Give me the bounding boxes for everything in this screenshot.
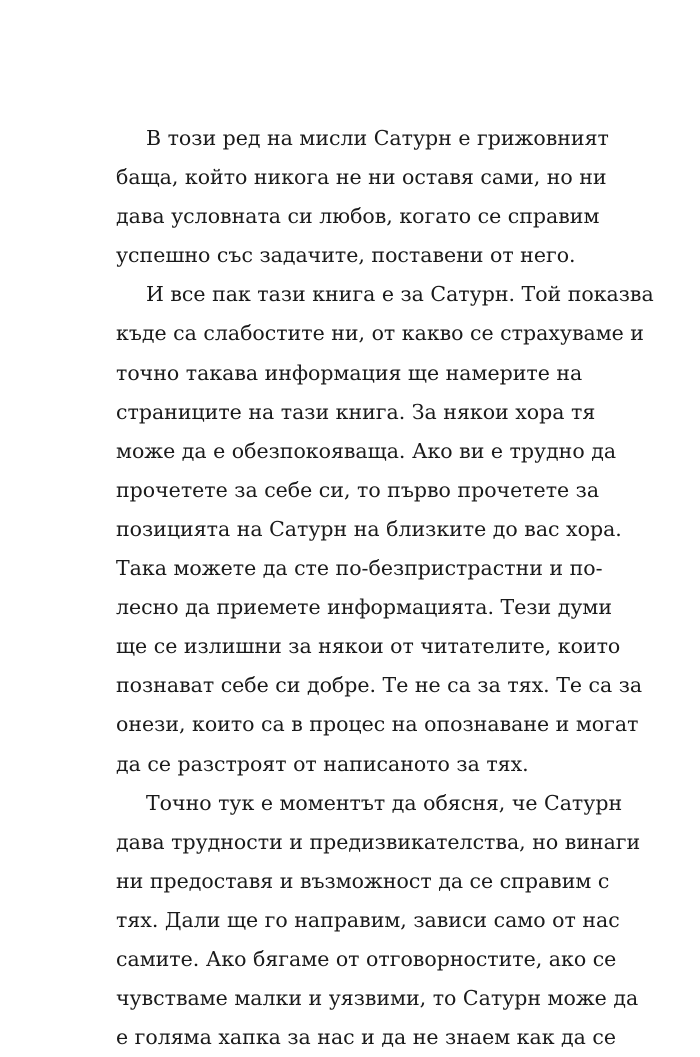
paragraph-1-line-1: В този ред на мисли Сатурн е грижовният xyxy=(146,126,609,150)
paragraph-1-line-4: успешно със задачите, поставени от него. xyxy=(116,243,576,268)
paragraph-3-line-2: дава трудности и предизвикателства, но винаги xyxy=(116,829,641,854)
paragraph-2-line-4: страниците на тази книга. За някои хора тя xyxy=(116,399,596,424)
paragraph-3-line-5: самите. Ако бягаме от отговорностите, ако се xyxy=(116,946,617,971)
paragraph-2-line-12: онези, които са в процес на опознаване и могат xyxy=(116,712,639,737)
paragraph-2-line-7: позицията на Сатурн на близките до вас хора. xyxy=(116,516,622,541)
paragraph-2-line-11: познават себе си добре. Те не са за тях. Те са за xyxy=(116,673,643,698)
paragraph-2-line-10: ще се излишни за някои от читателите, които xyxy=(116,634,621,659)
paragraph-2-line-9: лесно да приемете информацията. Тези думи xyxy=(116,595,613,620)
paragraph-3-line-6: чувстваме малки и уязвими, то Сатурн може да xyxy=(116,986,639,1011)
paragraph-2-line-5: може да е обезпокояваща. Ако ви е трудно да xyxy=(116,438,617,463)
paragraph-1-line-3: дава условната си любов, когато се справим xyxy=(116,204,600,229)
paragraph-2-line-13: да се разстроят от написаното за тях. xyxy=(116,751,529,776)
paragraph-2-line-1: И все пак тази книга е за Сатурн. Той показва xyxy=(146,282,654,307)
paragraph-2-line-8: Така можете да сте по-безпристрастни и по- xyxy=(116,556,603,581)
paragraph-2-line-3: точно такава информация ще намерите на xyxy=(116,360,583,385)
paragraph-2-line-6: прочетете за себе си, то първо прочетете за xyxy=(116,477,600,502)
paragraph-2-line-2: къде са слабостите ни, от какво се страхуваме и xyxy=(116,321,644,346)
paragraph-3-line-4: тях. Дали ще го направим, зависи само от нас xyxy=(116,907,620,932)
body-text xyxy=(116,119,654,1057)
paragraph-3-line-1: Точно тук е моментът да обясня, че Сатурн xyxy=(146,790,623,815)
paragraph-3-line-3: ни предоставя и възможност да се справим с xyxy=(116,868,610,893)
paragraph-1-line-2: баща, който никога не ни оставя сами, но ни xyxy=(116,165,607,190)
paragraph-3-line-7: е голяма хапка за нас и да не знаем как да се xyxy=(116,1025,617,1050)
